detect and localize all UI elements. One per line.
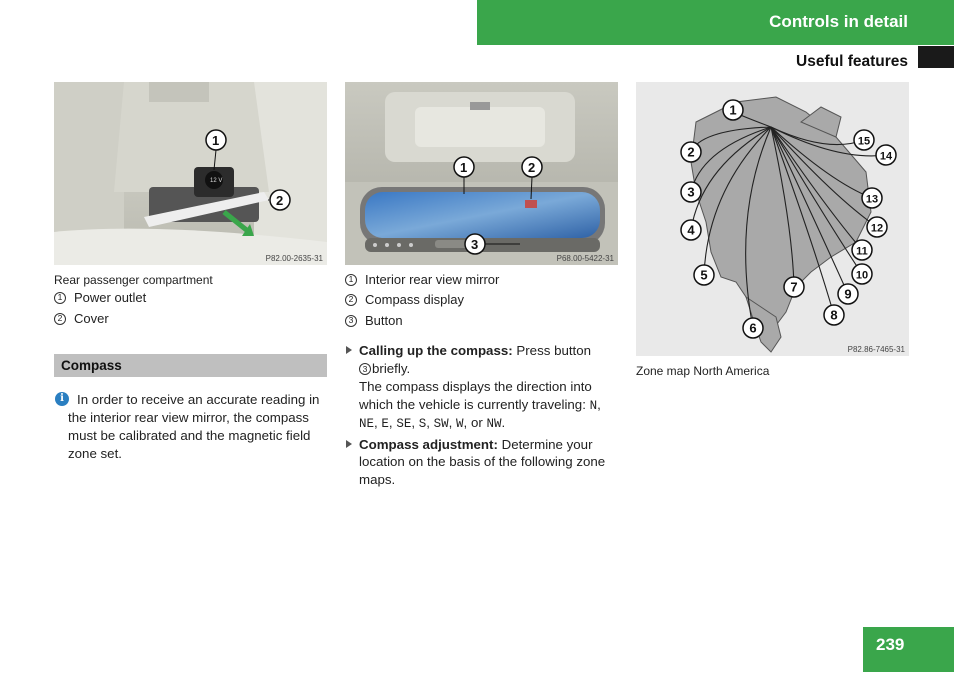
legend-label: Button	[365, 313, 403, 328]
info-icon: i	[55, 392, 69, 406]
step-line: NE, E, SE, S, SW, W, or NW.	[359, 415, 506, 431]
step-line	[359, 342, 591, 360]
direction-code: E	[381, 417, 389, 431]
figure-code: P82.86-7465-31	[847, 345, 905, 354]
legend-item	[54, 311, 109, 326]
page-number: 239	[863, 627, 954, 672]
direction-code: W	[456, 417, 464, 431]
step-line	[359, 360, 410, 378]
figure1-caption: Rear passenger compartment	[54, 273, 213, 287]
zone-number: 14	[879, 150, 893, 163]
step-text: which the vehicle is currently traveling:	[359, 397, 590, 412]
number-circle: 1	[345, 274, 357, 286]
legend-label: Cover	[74, 311, 109, 326]
zone-number: 15	[857, 135, 871, 148]
legend-item	[345, 313, 403, 328]
direction-code: NE	[359, 417, 375, 431]
step-text: Press button	[512, 343, 592, 358]
step-bold: Compass adjustment:	[359, 437, 498, 452]
info-line: In order to receive an accurate reading in	[77, 392, 320, 407]
step-text: briefly.	[372, 361, 411, 376]
number-circle: 3	[345, 315, 357, 327]
callout-2: 2	[528, 160, 536, 175]
step-line	[359, 436, 593, 454]
figure-code: P82.00-2635-31	[265, 254, 323, 263]
zone-number: 13	[865, 193, 879, 206]
direction-code: SW	[433, 417, 449, 431]
zone-number: 2	[687, 144, 695, 160]
zone-number: 3	[687, 184, 695, 200]
legend-label: Power outlet	[74, 290, 147, 305]
rear-view-mirror-photo	[345, 82, 618, 265]
zone-number: 11	[856, 245, 868, 258]
number-circle: 3	[359, 363, 371, 375]
legend-item	[54, 290, 146, 305]
direction-code: N	[589, 399, 598, 413]
zone-number: 4	[687, 222, 695, 238]
step-line: The compass displays the direction into	[359, 379, 592, 394]
rear-compartment-photo	[54, 82, 327, 265]
step-line: which the vehicle is currently traveling: N,	[359, 397, 601, 413]
direction-code: SE	[396, 417, 412, 431]
zone-map-north-america	[636, 82, 909, 356]
direction-code: S	[418, 417, 427, 431]
legend-item	[345, 292, 464, 307]
zone-number: 6	[749, 320, 757, 336]
step-line: location on the basis of the following zone	[359, 454, 606, 469]
zone-number: 8	[830, 307, 838, 323]
direction-code: NW	[486, 417, 502, 431]
step-text: or	[470, 415, 483, 430]
zone-number: 10	[855, 269, 869, 282]
number-circle: 2	[345, 294, 357, 306]
step-text: Determine your	[497, 437, 593, 452]
legend-item	[345, 272, 499, 287]
legend-label: Compass display	[365, 292, 464, 307]
callout-2: 2	[276, 193, 284, 208]
bullet-arrow-icon	[346, 440, 352, 448]
callout-1: 1	[460, 160, 468, 175]
bullet-arrow-icon	[346, 346, 352, 354]
zone-number: 5	[700, 267, 708, 283]
page-header-title: Controls in detail	[769, 12, 908, 31]
callout-1: 1	[212, 133, 220, 148]
legend-label: Interior rear view mirror	[365, 272, 500, 287]
callout-3: 3	[471, 237, 479, 252]
info-line: the interior rear view mirror, the compass	[68, 410, 309, 425]
info-line: must be calibrated and the magnetic field	[68, 428, 311, 443]
step-line: maps.	[359, 472, 396, 487]
header-marker-block	[918, 46, 954, 68]
outlet-label: 12 V	[210, 178, 223, 184]
zone-number: 1	[729, 102, 737, 118]
step-bold: Calling up the compass:	[359, 343, 513, 358]
section-heading: Compass	[54, 354, 327, 377]
zone-number: 7	[790, 279, 798, 295]
figure3-caption: Zone map North America	[636, 364, 770, 378]
number-circle: 2	[54, 313, 66, 325]
number-circle: 1	[54, 292, 66, 304]
zone-number: 9	[844, 286, 852, 302]
info-line: zone set.	[68, 446, 122, 461]
page-subheader: Useful features	[796, 53, 908, 70]
figure-code: P68.00-5422-31	[556, 254, 614, 263]
zone-number: 12	[870, 222, 884, 235]
